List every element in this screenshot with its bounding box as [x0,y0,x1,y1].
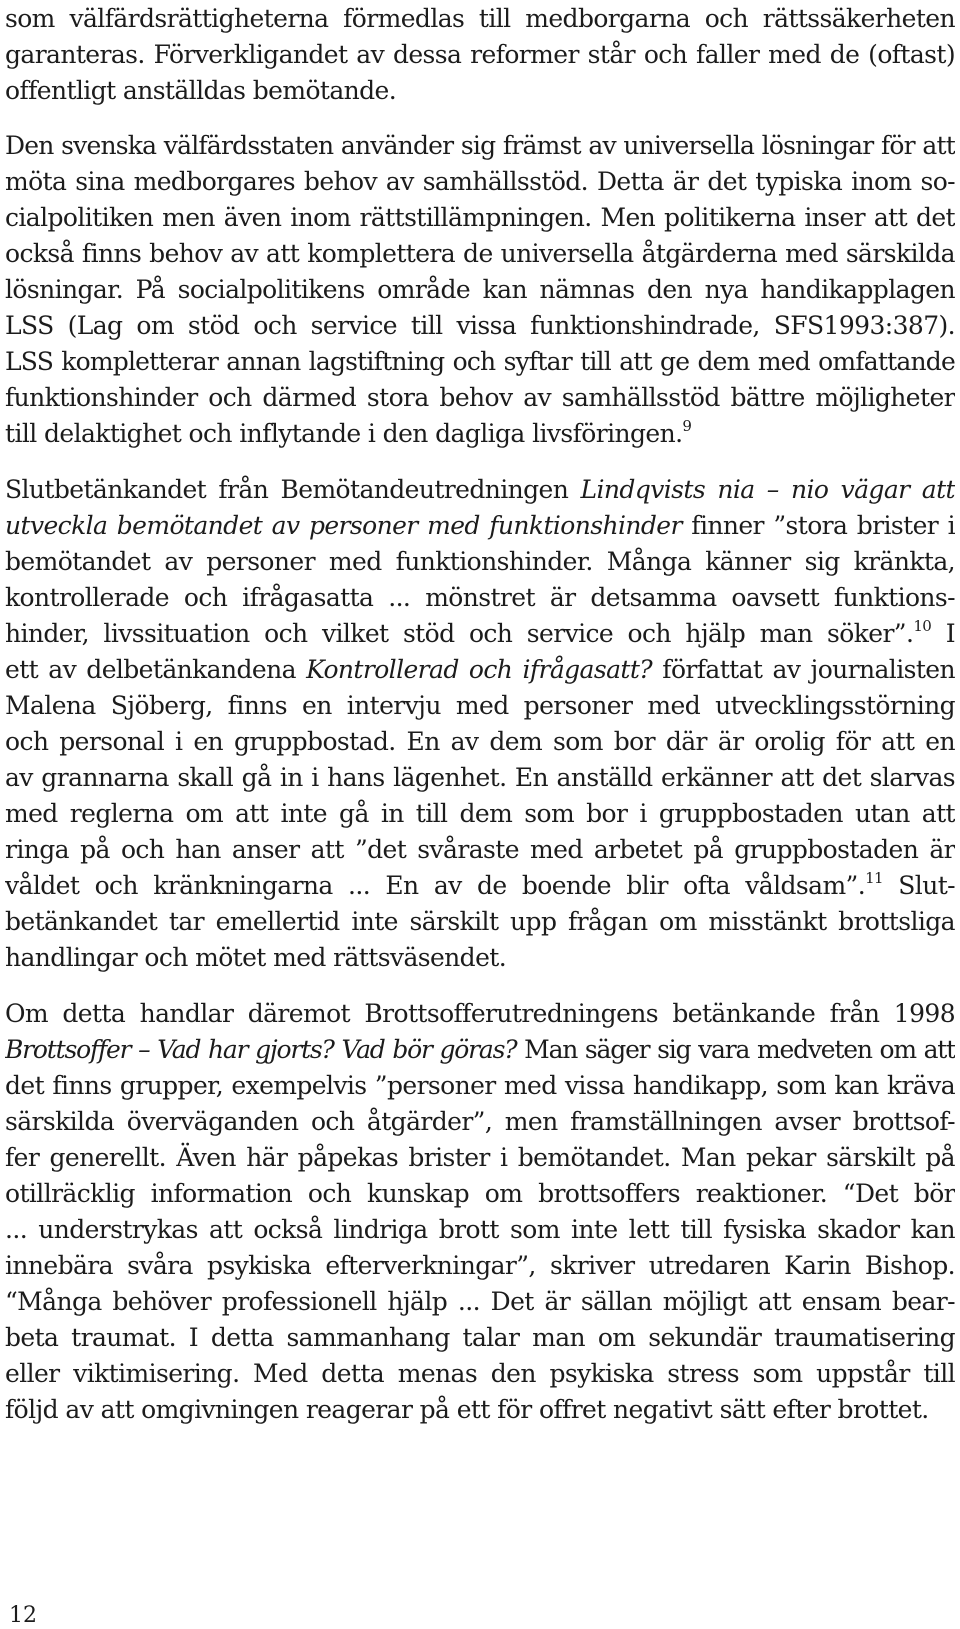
text-line: betänkandet tar emellertid inte särskilt upp frågan om misstänkt brottsliga [5,907,955,936]
footnote-marker: 9 [682,417,692,435]
text-line: LSS kompletterar annan lagstiftning och syftar till att ge dem med omfattande [5,347,955,376]
text-line: beta traumat. I detta sammanhang talar man om sekundär traumatisering [5,1323,955,1352]
footnote-marker: 10 [913,617,932,635]
text-line: Den svenska välfärdsstaten använder sig främst av universella lösningar för att [5,131,955,160]
text-line: lösningar. På socialpolitikens område kan nämnas den nya handikapplagen [5,275,955,304]
text-run: Slut- [898,871,955,900]
text-line: kontrollerade och ifrågasatta ... mönstret är detsamma oavsett funktions- [5,583,955,612]
text-run: I [945,619,955,648]
text-run: finner ”stora brister i [691,511,955,540]
footnote-marker: 11 [865,869,883,887]
text-line: med reglerna om att inte gå in till dem som bor i gruppbostaden utan att [5,799,955,828]
text-line: garanteras. Förverkligandet av dessa reformer står och faller med de (oftast) [5,40,955,69]
text-line: LSS (Lag om stöd och service till vissa funktionshindrade, SFS1993:387). [5,311,955,340]
report-title-italic: Brottsoffer – Vad har gjorts? Vad bör göras? [5,1035,517,1064]
text-line [5,868,955,904]
report-title-italic: Lindqvists nia – nio vägar att [580,475,955,504]
text-line [5,416,955,452]
text-run: Slutbetänkandet från Bemötandeutredningen [5,475,569,504]
text-line: “Många behöver professionell hjälp ... Det är sällan möjligt att ensam bear- [5,1287,955,1316]
text-line: ringa på och han anser att ”det svåraste med arbetet på gruppbostaden är [5,835,955,864]
text-line: Om detta handlar däremot Brottsofferutredningens betänkande från 1998 [5,999,955,1028]
text-line: handlingar och mötet med rättsväsendet. [5,943,507,972]
text-line [5,1032,955,1068]
text-line: och personal i en gruppbostad. En av dem som bor där är orolig för att en [5,727,955,756]
text-line: som välfärdsrättigheterna förmedlas till medborgarna och rättssäkerheten [5,4,955,33]
text-line: av grannarna skall gå in i hans lägenhet. En anställd erkänner att det slarvas [5,763,955,792]
text-line: offentligt anställdas bemötande. [5,76,397,105]
text-line: innebära svåra psykiska efterverkningar”, skriver utredaren Karin Bishop. [5,1251,955,1280]
text-line: möta sina medborgares behov av samhällsstöd. Detta är det typiska inom so- [5,167,955,196]
text-line [5,652,955,688]
text-line: också finns behov av att komplettera de universella åtgärderna med särskilda [5,239,955,268]
text-line: bemötandet av personer med funktionshinder. Många känner sig kränkta, [5,547,955,576]
text-line: följd av att omgivningen reagerar på ett för offret negativt sätt efter brottet. [5,1395,929,1424]
page-number: 12 [9,1603,37,1628]
text-line: otillräcklig information och kunskap om brottsoffers reaktioner. “Det bör [5,1179,955,1208]
text-run: till delaktighet och inflytande i den dagliga livsföringen. [5,419,683,448]
text-line: särskilda överväganden och åtgärder”, men framställningen avser brottsof- [5,1107,955,1136]
text-line: cialpolitiken men även inom rättstillämpningen. Men politikerna inser att det [5,203,955,232]
text-run: våldet och kränkningarna ... En av de boende blir ofta våldsam”. [5,871,866,900]
text-run: ett av delbetänkandena [5,655,296,684]
text-line [5,508,955,544]
report-title-italic: Kontrollerad och ifrågasatt? [306,655,653,684]
text-line [5,472,955,508]
text-line: det finns grupper, exempelvis ”personer med vissa handikapp, som kan kräva [5,1071,955,1100]
text-line: funktionshinder och därmed stora behov av samhällsstöd bättre möjligheter [5,383,955,412]
text-line: fer generellt. Även här påpekas brister i bemötandet. Man pekar särskilt på [5,1143,955,1172]
text-line: Malena Sjöberg, finns en intervju med personer med utvecklingsstörning [5,691,955,720]
text-line: ... understrykas att också lindriga brott som inte lett till fysiska skador kan [5,1215,955,1244]
text-run: författat av journalisten [662,655,955,684]
text-line [5,616,955,652]
text-run: hinder, livssituation och vilket stöd och service och hjälp man söker”. [5,619,914,648]
text-line: eller viktimisering. Med detta menas den psykiska stress som uppstår till [5,1359,955,1388]
text-run: Man säger sig vara medveten om att [524,1035,955,1064]
report-title-italic: utveckla bemötandet av personer med funktionshinder [5,511,682,540]
